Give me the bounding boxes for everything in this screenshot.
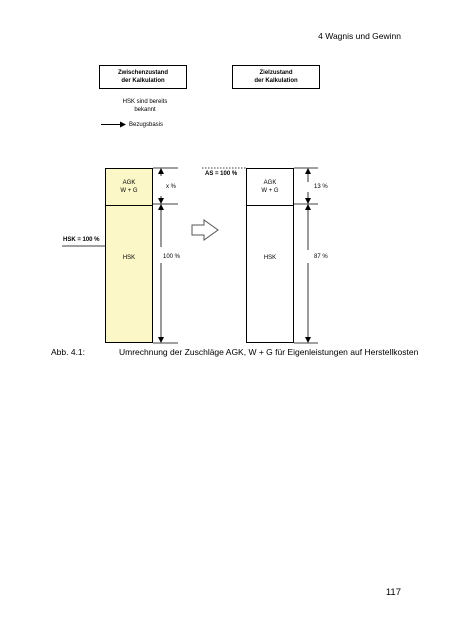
transform-arrow-icon [192,220,218,240]
hsk-base-label: HSK = 100 % [63,237,100,243]
note-line2: bekannt [134,107,156,113]
legend-label: Bezugsbasis [129,122,164,128]
note-line1: HSK sind bereits [122,99,168,105]
as-label: AS = 100 % [205,171,238,177]
left-percent-bottom: 100 % [163,254,181,260]
box-intermediate-line1: Zwischenzustand [117,70,168,76]
left-top-line2: W + G [120,188,138,194]
right-top-line2: W + G [261,188,279,194]
box-target-line2: der Kalkulation [254,78,298,84]
running-header: 4 Wagnis und Gewinn [318,31,401,41]
left-bottom-label: HSK [122,255,136,261]
box-target-line1: Zielzustand [259,70,293,76]
box-intermediate-line2: der Kalkulation [121,78,165,84]
right-percent-top: 13 % [314,184,328,190]
figure-number: Abb. 4.1: [51,347,86,357]
right-percent-bottom: 87 % [314,254,328,260]
right-top-line1: AGK [263,180,277,186]
left-top-line1: AGK [122,180,136,186]
figure-caption: Umrechnung der Zuschläge AGK, W + G für Eigenleistungen auf Herstellkosten [119,347,419,357]
right-bottom-label: HSK [263,255,277,261]
page-number: 117 [385,587,401,598]
left-percent-top: x % [166,184,177,190]
